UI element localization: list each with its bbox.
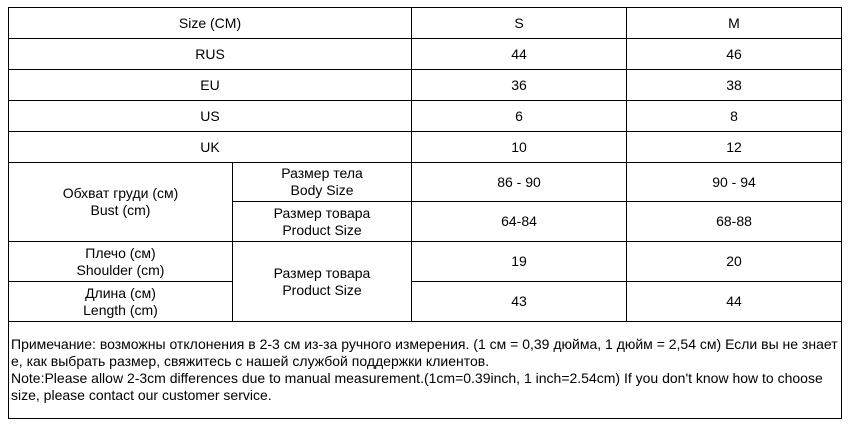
cell-s: 43 [412, 282, 627, 322]
cell-m: 38 [627, 70, 842, 101]
cell-m: 68-88 [627, 202, 842, 242]
bust-label-en: Bust (cm) [90, 202, 151, 218]
product-size-label-en: Product Size [282, 221, 362, 238]
table-row-shoulder [9, 242, 842, 282]
cell-m: 20 [627, 242, 842, 282]
cell-m: 46 [627, 39, 842, 70]
cell-m: 44 [627, 282, 842, 322]
bust-label [9, 163, 233, 242]
row-label: RUS [9, 39, 412, 70]
length-label-en: Length (cm) [83, 301, 158, 318]
body-size-label [233, 163, 412, 202]
header-size-m: M [627, 8, 842, 39]
header-size-s: S [412, 8, 627, 39]
note-row [9, 322, 842, 419]
bust-label-ru: Обхват груди (см) [62, 185, 179, 201]
cell-m: 90 - 94 [627, 163, 842, 202]
note-line: Note:Please allow 2-3cm differences due to manual measurement.(1cm=0.39inch, 1 inch=2.54cm) If you don't know how to choose [11, 370, 823, 386]
table-row-rus [9, 39, 842, 70]
cell-m: 8 [627, 101, 842, 132]
cell-s: 10 [412, 132, 627, 163]
product-size-shared-label [233, 242, 412, 322]
cell-m: 12 [627, 132, 842, 163]
note-cell [9, 322, 842, 419]
header-row [9, 8, 842, 39]
length-label-ru: Длина (см) [85, 284, 156, 301]
table-row-eu [9, 70, 842, 101]
note-line: Примечание: возможны отклонения в 2-3 см из-за ручного измерения. (1 см = 0,39 дюйма, 1 дюйм = 2,54 см) Если вы не знает [11, 336, 838, 352]
cell-s: 44 [412, 39, 627, 70]
shoulder-label-en: Shoulder (cm) [76, 261, 165, 278]
cell-s: 86 - 90 [412, 163, 627, 202]
length-label [9, 282, 233, 322]
product-size-label [233, 202, 412, 242]
row-label: EU [9, 70, 412, 101]
row-label: US [9, 101, 412, 132]
cell-s: 6 [412, 101, 627, 132]
cell-s: 64-84 [412, 202, 627, 242]
table-row-length [9, 282, 842, 322]
table-row-us [9, 101, 842, 132]
cell-s: 36 [412, 70, 627, 101]
shoulder-label-ru: Плечо (см) [85, 244, 156, 261]
size-table [8, 7, 842, 419]
product-size-label-ru: Размер товара [273, 204, 371, 221]
table-row-uk [9, 132, 842, 163]
body-size-label-en: Body Size [290, 182, 354, 198]
cell-s: 19 [412, 242, 627, 282]
header-size-label: Size (CM) [9, 8, 412, 39]
size-chart [8, 7, 842, 419]
body-size-label-ru: Размер тела [281, 165, 363, 181]
shoulder-label [9, 242, 233, 282]
product-size-shared-label-en: Product Size [282, 281, 362, 298]
row-label: UK [9, 132, 412, 163]
product-size-shared-label-ru: Размер товара [273, 264, 371, 281]
table-row-bust-body [9, 163, 842, 202]
note-line: е, как выбрать размер, свяжитесь с нашей службой поддержки клиентов. [11, 353, 490, 369]
note-line: size, please contact our customer service. [11, 387, 272, 403]
